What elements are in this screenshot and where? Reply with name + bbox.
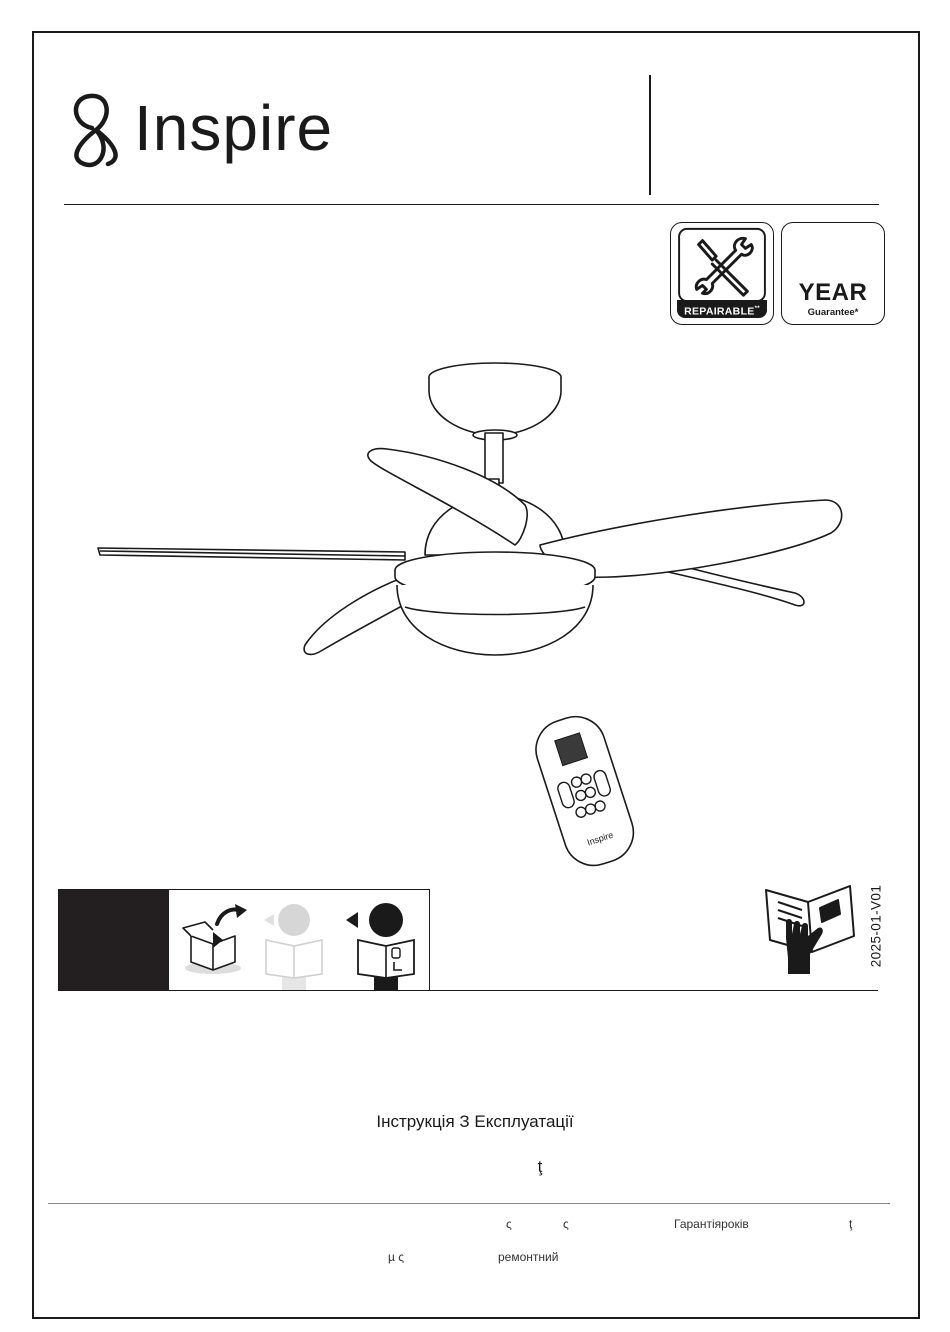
- repairable-mark: **: [754, 306, 760, 312]
- header-divider: [649, 75, 651, 195]
- brand-logo: [62, 88, 382, 172]
- footer-glyph-4: µ ς: [388, 1250, 405, 1264]
- footer-repair: ремонтний: [498, 1250, 559, 1264]
- tools-icon: [672, 225, 772, 303]
- title-glyph: ţ: [537, 1157, 543, 1176]
- inspire-logo-icon: [76, 96, 116, 165]
- document-code: 2025-01-V01: [868, 884, 884, 968]
- box-icon: [177, 902, 257, 982]
- repairable-badge: [670, 222, 774, 325]
- instruction-strip: [58, 889, 430, 991]
- repairable-label: REPAIRABLE: [684, 305, 755, 318]
- header-rule: [64, 204, 879, 205]
- reader-faded-icon: [254, 890, 334, 990]
- footer-glyph-2: ς: [563, 1217, 569, 1231]
- footer-warranty-years: Гарантіяроків: [674, 1217, 749, 1231]
- footer-rule: [48, 1203, 890, 1204]
- remote-brand: Inspire: [585, 829, 615, 848]
- guarantee-label: Guarantee*: [807, 307, 859, 318]
- document-title: Інструкція З Експлуатації: [376, 1112, 574, 1131]
- year-label: YEAR: [798, 279, 868, 306]
- manual-hand-icon: [758, 878, 858, 978]
- footer-glyph-3: ţ: [849, 1217, 853, 1231]
- strip-rule: [58, 990, 878, 991]
- remote-control-illustration: [520, 712, 650, 872]
- brand-name: Inspire: [134, 92, 334, 164]
- ceiling-fan-illustration: [95, 355, 855, 675]
- reader-icon: [342, 890, 422, 990]
- strip-dark-panel: [59, 890, 169, 990]
- year-guarantee-badge: [781, 222, 885, 325]
- footer-glyph-1: ς: [506, 1217, 512, 1231]
